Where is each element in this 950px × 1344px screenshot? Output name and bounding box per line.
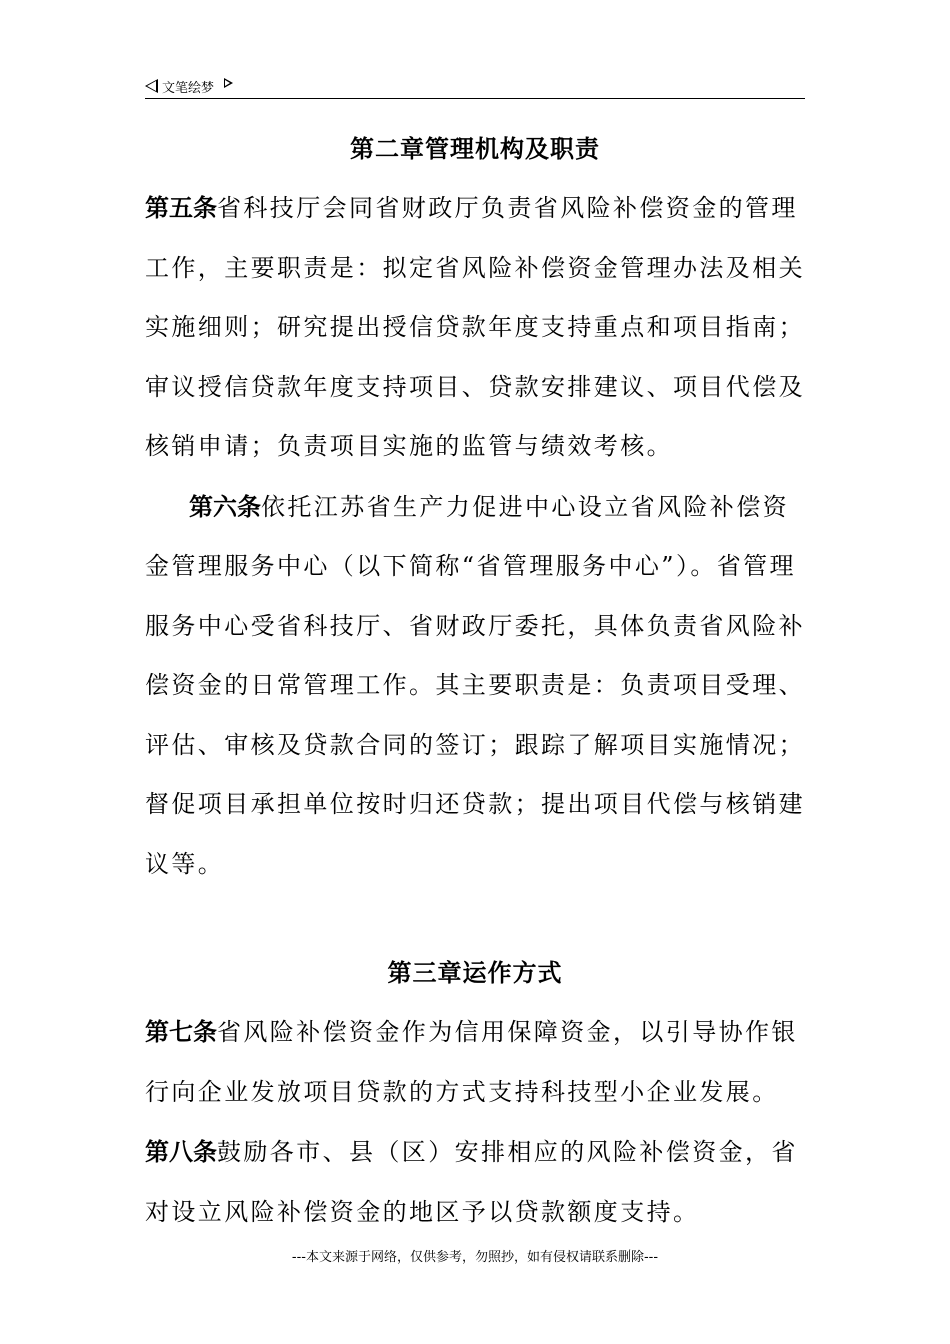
article-6-text: 依托江苏省生产力促进中心设立省风险补偿资金管理服务中心（以下简称“省管理服务中心”）。省管理服务中心受省科技厅、省财政厅委托，具体负责省风险补偿资金的日常管理工作。其主要职责是：负责项目受理、评估、审核及贷款合同的签订；跟踪了解项目实施情况；督促项目承担单位按时归还贷款；提出项目代偿与核销建议等。 <box>145 492 805 878</box>
article-8-text: 鼓励各市、县（区）安排相应的风险补偿资金，省对设立风险补偿资金的地区予以贷款额度支持。 <box>145 1138 798 1226</box>
article-7 <box>145 1002 805 1122</box>
page-header <box>145 74 805 99</box>
article-6-number: 第六条 <box>189 491 261 521</box>
article-6 <box>145 477 805 895</box>
article-5-text: 省科技厅会同省财政厅负责省风险补偿资金的管理工作，主要职责是：拟定省风险补偿资金管理办法及相关实施细则；研究提出授信贷款年度支持重点和项目指南；审议授信贷款年度支持项目、贷款安排建议、项目代偿及核销申请；负责项目实施的监管与绩效考核。 <box>145 194 805 460</box>
article-5-number: 第五条 <box>145 193 217 222</box>
document-body <box>145 120 805 1242</box>
triangle-left-icon <box>145 79 158 93</box>
chapter-2-title: 第二章管理机构及职责 <box>350 134 600 163</box>
header-text: 文笔绘梦 <box>162 80 215 96</box>
page-footer: ---本文来源于网络，仅供参考，勿照抄，如有侵权请联系删除--- <box>291 1250 659 1265</box>
article-5 <box>145 178 805 477</box>
article-8-number: 第八条 <box>145 1137 217 1166</box>
article-8 <box>145 1122 805 1242</box>
article-7-number: 第七条 <box>145 1017 217 1046</box>
article-7-text: 省风险补偿资金作为信用保障资金，以引导协作银行向企业发放项目贷款的方式支持科技型小企业发展。 <box>145 1018 798 1106</box>
section-spacer <box>145 894 805 944</box>
chapter-3-title: 第三章运作方式 <box>387 958 563 987</box>
triangle-right-icon <box>224 78 233 88</box>
